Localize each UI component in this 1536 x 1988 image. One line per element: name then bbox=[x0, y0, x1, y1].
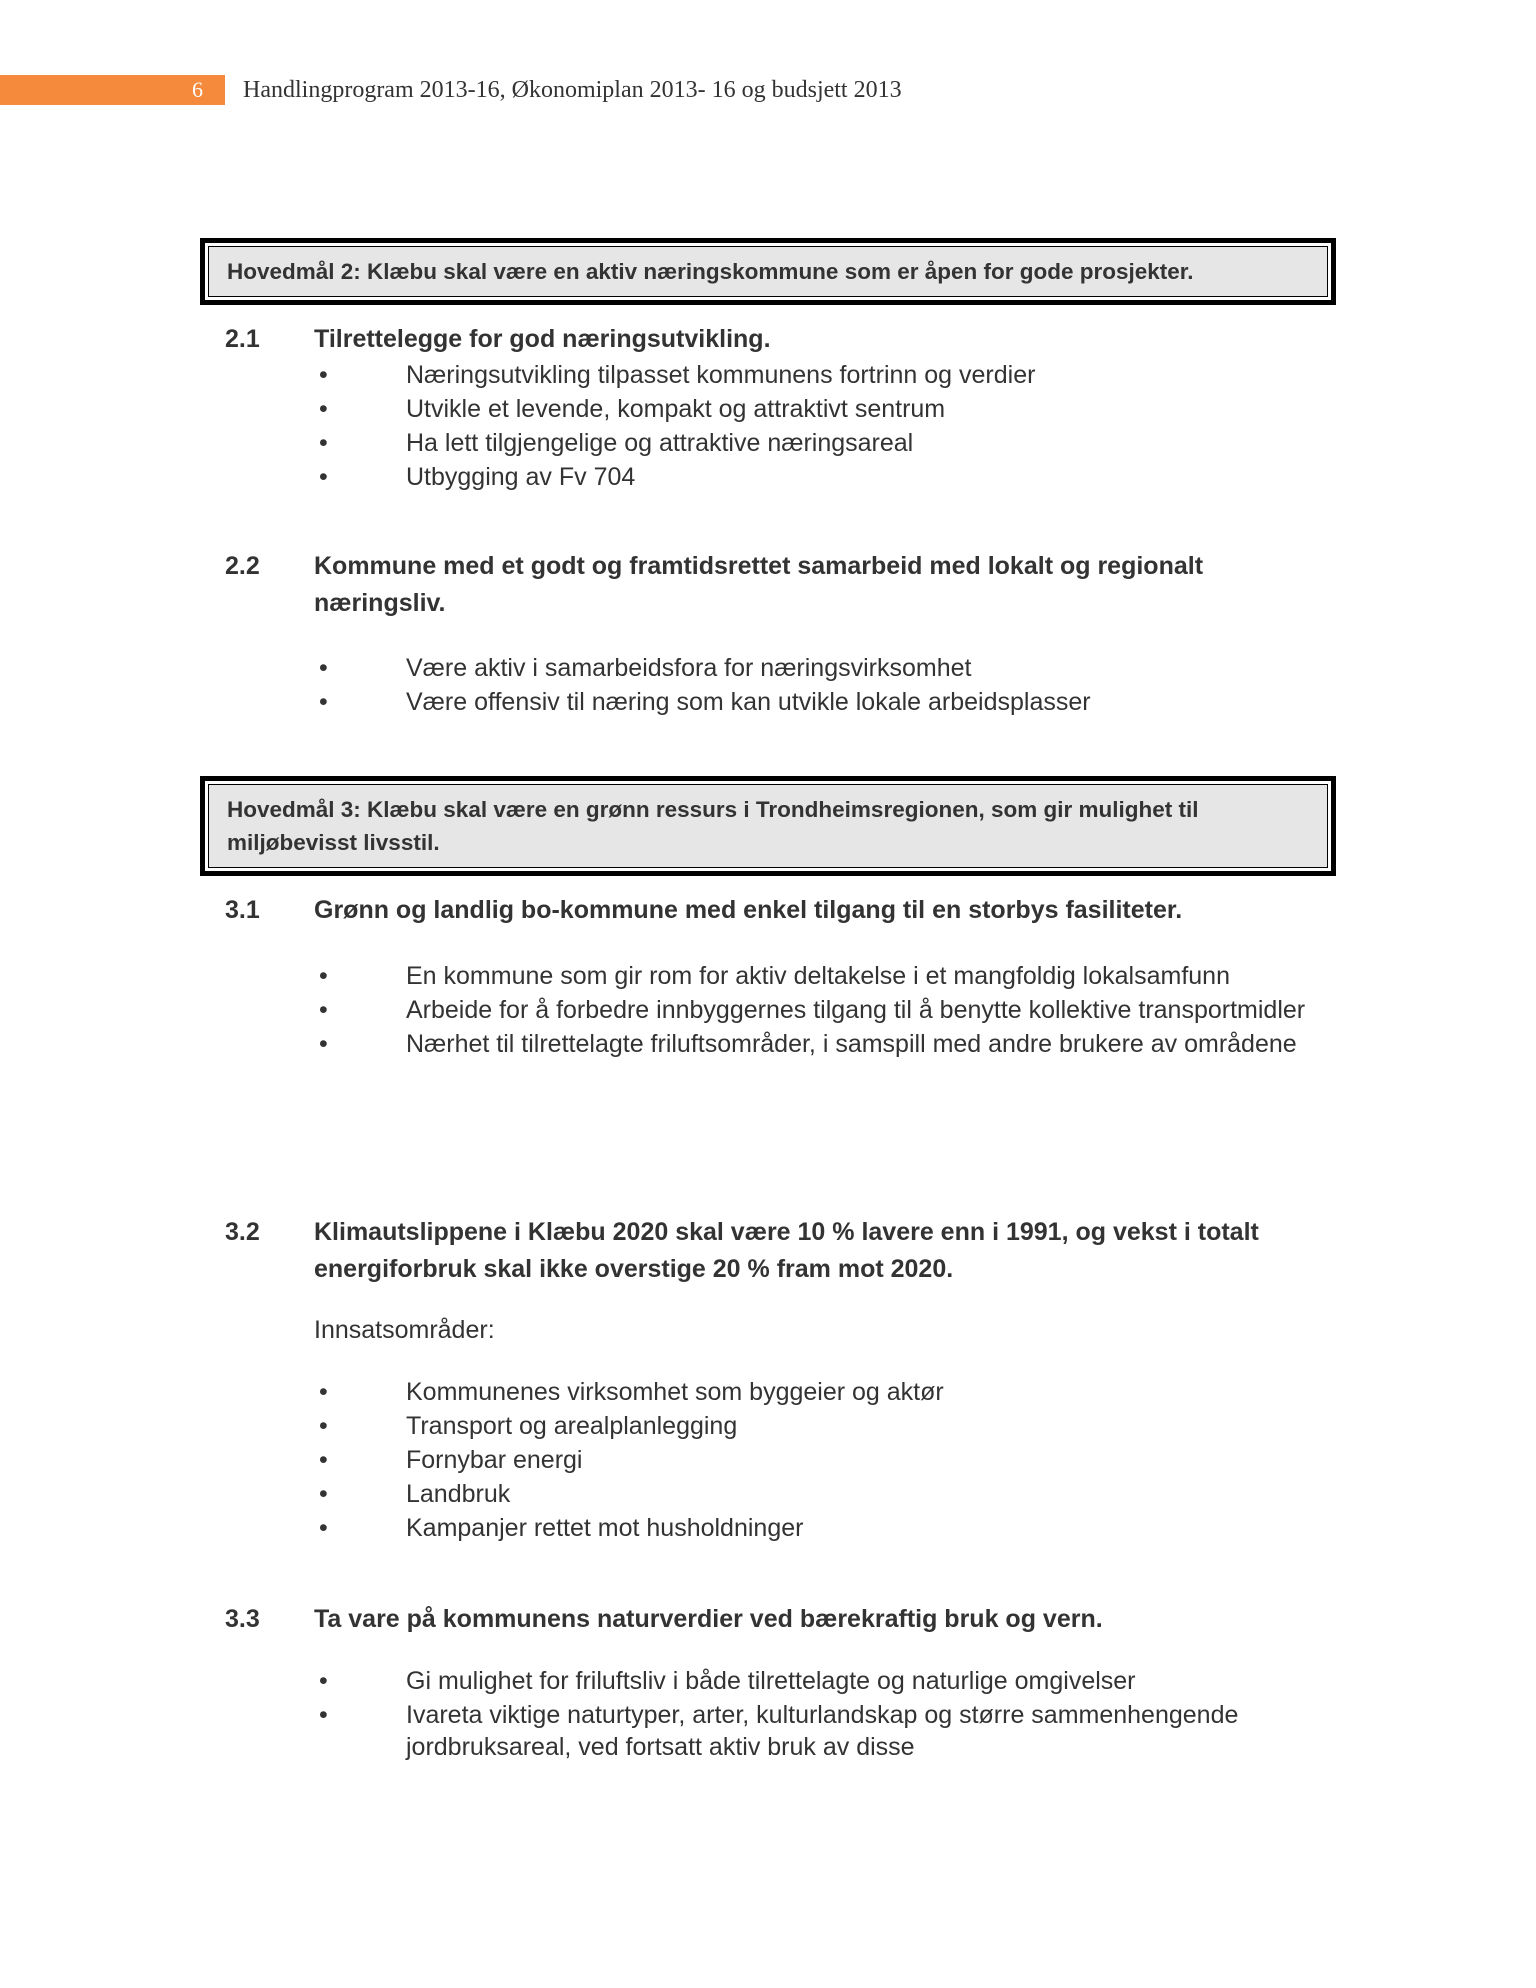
list-item-text: Arbeide for å forbedre innbyggernes tilgang til å benytte kollektive transportmidler bbox=[406, 996, 1306, 1024]
list-item-text: En kommune som gir rom for aktiv deltakelse i et mangfoldig lokalsamfunn bbox=[406, 962, 1230, 990]
list-item bbox=[314, 1410, 1324, 1442]
list-item-text: Kampanjer rettet mot husholdninger bbox=[406, 1514, 804, 1542]
bullet-icon: • bbox=[319, 688, 328, 716]
list-item bbox=[314, 1512, 1324, 1544]
list-item bbox=[314, 1376, 1324, 1408]
bullet-icon: • bbox=[319, 1412, 328, 1440]
list-item bbox=[314, 427, 1324, 459]
bullet-icon: • bbox=[319, 996, 328, 1024]
list-item bbox=[314, 1028, 1324, 1060]
list-item-text: Landbruk bbox=[406, 1480, 511, 1508]
list-item bbox=[314, 359, 1324, 391]
list-item bbox=[314, 461, 1324, 493]
section-3-1-list bbox=[314, 960, 1324, 1062]
section-3-1-title: Grønn og landlig bo-kommune med enkel tilgang til en storbys fasiliteter. bbox=[314, 896, 1183, 924]
list-item bbox=[314, 652, 1324, 684]
section-3-3-list bbox=[314, 1665, 1324, 1765]
goal-3-text: Hovedmål 3: Klæbu skal være en grønn ressurs i Trondheimsregionen, som gir mulighet til miljøbevisst livsstil. bbox=[208, 784, 1328, 868]
list-item bbox=[314, 393, 1324, 425]
bullet-icon: • bbox=[319, 361, 328, 389]
section-3-2-number: 3.2 bbox=[225, 1218, 260, 1246]
list-item-text: Utbygging av Fv 704 bbox=[406, 463, 636, 491]
list-item bbox=[314, 960, 1324, 992]
list-item bbox=[314, 1665, 1324, 1697]
list-item-text: Transport og arealplanlegging bbox=[406, 1412, 738, 1440]
list-item-text: Fornybar energi bbox=[406, 1446, 583, 1474]
list-item-text: Være offensiv til næring som kan utvikle lokale arbeidsplasser bbox=[406, 688, 1091, 716]
section-3-1-number: 3.1 bbox=[225, 896, 260, 924]
section-2-1-title: Tilrettelegge for god næringsutvikling. bbox=[314, 325, 771, 353]
bullet-icon: • bbox=[319, 1446, 328, 1474]
section-2-2-list bbox=[314, 652, 1324, 720]
bullet-icon: • bbox=[319, 654, 328, 682]
running-header-title: Handlingprogram 2013-16, Økonomiplan 2013- 16 og budsjett 2013 bbox=[243, 77, 902, 103]
list-item-text: Gi mulighet for friluftsliv i både tilrettelagte og naturlige omgivelser bbox=[406, 1667, 1136, 1695]
section-2-2-number: 2.2 bbox=[225, 552, 260, 580]
list-item bbox=[314, 1478, 1324, 1510]
section-2-2-title: Kommune med et godt og framtidsrettet samarbeid med lokalt og regionalt næringsliv. bbox=[314, 552, 1204, 617]
goal-3-box bbox=[200, 776, 1336, 876]
list-item bbox=[314, 994, 1324, 1026]
section-3-3-number: 3.3 bbox=[225, 1605, 260, 1633]
section-2-1-number: 2.1 bbox=[225, 325, 260, 353]
bullet-icon: • bbox=[319, 1701, 328, 1729]
section-3-2-intro: Innsatsområder: bbox=[314, 1316, 495, 1344]
list-item bbox=[314, 686, 1324, 718]
bullet-icon: • bbox=[319, 395, 328, 423]
goal-2-box bbox=[200, 238, 1336, 305]
list-item-text: Ivareta viktige naturtyper, arter, kulturlandskap og større sammenhengende jordbruksareal, ved fortsatt aktiv bruk av disse bbox=[406, 1701, 1239, 1761]
bullet-icon: • bbox=[319, 1378, 328, 1406]
bullet-icon: • bbox=[319, 429, 328, 457]
bullet-icon: • bbox=[319, 962, 328, 990]
goal-2-text: Hovedmål 2: Klæbu skal være en aktiv næringskommune som er åpen for gode prosjekter. bbox=[208, 246, 1328, 297]
list-item-text: Kommunenes virksomhet som byggeier og aktør bbox=[406, 1378, 944, 1406]
bullet-icon: • bbox=[319, 1667, 328, 1695]
list-item-text: Næringsutvikling tilpasset kommunens fortrinn og verdier bbox=[406, 361, 1036, 389]
section-2-1-list bbox=[314, 359, 1324, 495]
list-item bbox=[314, 1699, 1324, 1763]
list-item-text: Ha lett tilgjengelige og attraktive næringsareal bbox=[406, 429, 914, 457]
bullet-icon: • bbox=[319, 1030, 328, 1058]
bullet-icon: • bbox=[319, 1480, 328, 1508]
section-3-2-title: Klimautslippene i Klæbu 2020 skal være 10 % lavere enn i 1991, og vekst i totalt energiforbruk skal ikke overstige 20 % fram mot 2020. bbox=[314, 1218, 1259, 1283]
section-3-3-title: Ta vare på kommunens naturverdier ved bærekraftig bruk og vern. bbox=[314, 1605, 1103, 1633]
list-item bbox=[314, 1444, 1324, 1476]
list-item-text: Være aktiv i samarbeidsfora for næringsvirksomhet bbox=[406, 654, 972, 682]
bullet-icon: • bbox=[319, 1514, 328, 1542]
page-number: 6 bbox=[192, 77, 203, 102]
section-3-2-list bbox=[314, 1376, 1324, 1546]
bullet-icon: • bbox=[319, 463, 328, 491]
list-item-text: Utvikle et levende, kompakt og attraktivt sentrum bbox=[406, 395, 946, 423]
list-item-text: Nærhet til tilrettelagte friluftsområder, i samspill med andre brukere av områdene bbox=[406, 1030, 1297, 1058]
